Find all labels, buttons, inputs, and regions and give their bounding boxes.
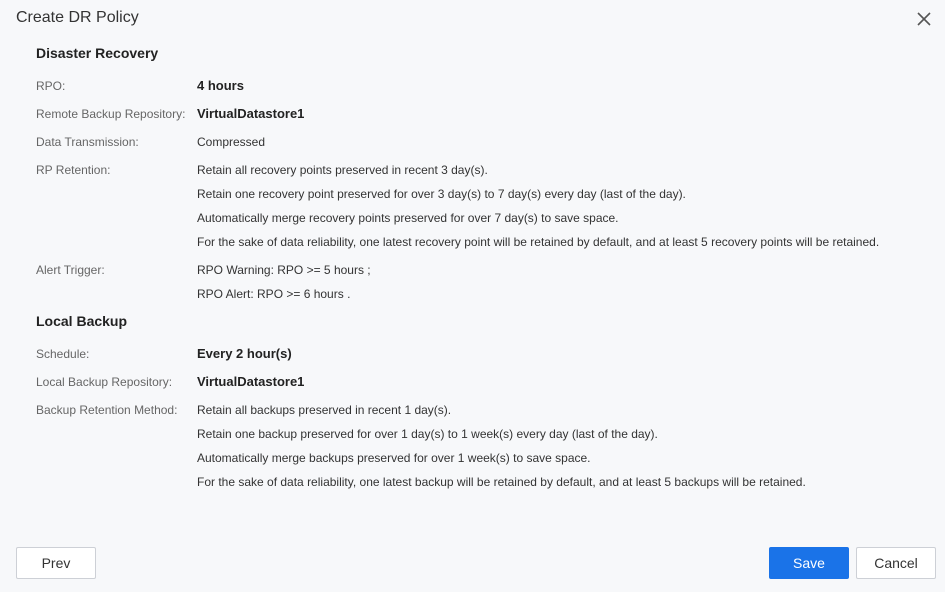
alert-trigger-row xyxy=(36,262,936,286)
rpo-row xyxy=(36,78,936,102)
remote-repo-value: VirtualDatastore1 xyxy=(197,106,305,121)
rpo-alert-line: RPO Alert: RPO >= 6 hours . xyxy=(197,287,351,301)
save-button[interactable]: Save xyxy=(769,547,849,579)
rpo-warning-line: RPO Warning: RPO >= 5 hours ; xyxy=(197,263,371,277)
rp-retention-line: Retain all recovery points preserved in recent 3 day(s). xyxy=(197,163,488,177)
rp-retention-label: RP Retention: xyxy=(36,163,111,177)
backup-retention-line: Retain one backup preserved for over 1 day(s) to 1 week(s) every day (last of the day). xyxy=(197,427,658,441)
schedule-label: Schedule: xyxy=(36,347,90,361)
alert-trigger-label: Alert Trigger: xyxy=(36,263,105,277)
transmission-label: Data Transmission: xyxy=(36,135,139,149)
transmission-row xyxy=(36,134,936,158)
rpo-label: RPO: xyxy=(36,79,66,93)
rp-retention-row xyxy=(36,234,936,258)
backup-retention-line: For the sake of data reliability, one latest backup will be retained by default, and at least 5 backups will be retained. xyxy=(197,475,806,489)
rp-retention-line: For the sake of data reliability, one latest recovery point will be retained by default, and at least 5 recovery points will be retained. xyxy=(197,235,880,249)
remote-repo-label: Remote Backup Repository: xyxy=(36,107,186,121)
backup-retention-row xyxy=(36,426,936,450)
rpo-value: 4 hours xyxy=(197,78,244,93)
cancel-button[interactable]: Cancel xyxy=(856,547,936,579)
rp-retention-row xyxy=(36,162,936,186)
schedule-row xyxy=(36,346,936,370)
backup-retention-label: Backup Retention Method: xyxy=(36,403,178,417)
remote-repo-row xyxy=(36,106,936,130)
local-repo-label: Local Backup Repository: xyxy=(36,375,173,389)
rp-retention-line: Automatically merge recovery points preserved for over 7 day(s) to save space. xyxy=(197,211,619,225)
rp-retention-line: Retain one recovery point preserved for over 3 day(s) to 7 day(s) every day (last of the day). xyxy=(197,187,686,201)
disaster-recovery-heading: Disaster Recovery xyxy=(36,45,159,61)
rp-retention-row xyxy=(36,210,936,234)
local-repo-row xyxy=(36,374,936,398)
backup-retention-line: Retain all backups preserved in recent 1 day(s). xyxy=(197,403,452,417)
prev-button[interactable]: Prev xyxy=(16,547,96,579)
alert-trigger-row xyxy=(36,286,936,310)
schedule-value: Every 2 hour(s) xyxy=(197,346,292,361)
backup-retention-line: Automatically merge backups preserved for over 1 week(s) to save space. xyxy=(197,451,591,465)
close-icon[interactable] xyxy=(915,10,933,28)
local-backup-heading: Local Backup xyxy=(36,313,128,329)
backup-retention-row xyxy=(36,450,936,474)
dialog-title: Create DR Policy xyxy=(16,9,139,26)
local-repo-value: VirtualDatastore1 xyxy=(197,374,305,389)
backup-retention-row xyxy=(36,402,936,426)
rp-retention-row xyxy=(36,186,936,210)
backup-retention-row xyxy=(36,474,936,498)
transmission-value: Compressed xyxy=(197,135,266,149)
